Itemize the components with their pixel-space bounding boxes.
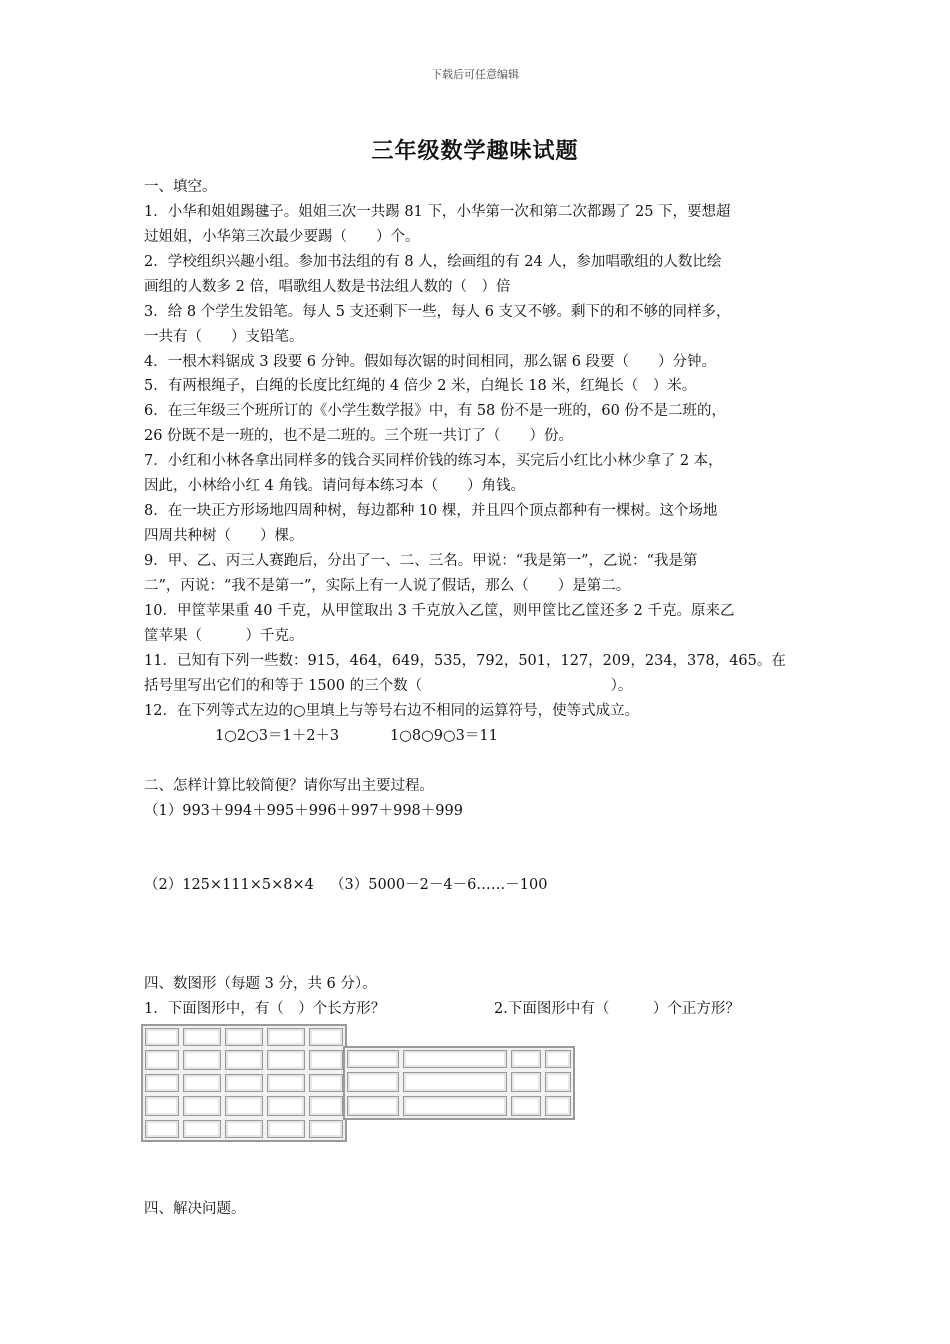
figure-q1: 1．下面图形中，有（ ）个长方形？ — [144, 1001, 386, 1017]
calc-1: （1）993＋994＋995＋996＋997＋998＋999 — [144, 803, 463, 819]
header-note: 下载后可任意编辑 — [431, 68, 519, 81]
q6-line-2: 26 份既不是一班的，也不是二班的。三个班一共订了（ ）份。 — [144, 428, 574, 444]
figure-q2: 2.下面图形中有（ ）个正方形？ — [494, 1001, 740, 1017]
q10-line-1: 10．甲筐苹果重 40 千克，从甲筐取出 3 千克放入乙筐，则甲筐比乙筐还多 2 千克。原来乙 — [144, 603, 735, 619]
q2-line-1: 2．学校组织兴趣小组。参加书法组的有 8 人，绘画组的有 24 人，参加唱歌组的人数比绘 — [144, 254, 722, 270]
grid-cell — [309, 1050, 343, 1070]
grid-cell — [145, 1074, 179, 1092]
grid-cell — [545, 1096, 571, 1116]
grid-cell — [309, 1028, 343, 1046]
grid-cell — [225, 1028, 263, 1046]
grid-cell — [145, 1050, 179, 1070]
q7-line-2: 因此，小林给小红 4 角钱。请问每本练习本（ ）角钱。 — [144, 478, 525, 494]
grid-cell — [309, 1074, 343, 1092]
q3-line-1: 3．给 8 个学生发铅笔。每人 5 支还剩下一些，每人 6 支又不够。剩下的和不够的同样多， — [144, 304, 731, 320]
grid-cell — [145, 1120, 179, 1138]
grid-cell — [183, 1096, 221, 1116]
grid-cell — [545, 1072, 571, 1092]
q11-line-1: 11．已知有下列一些数：915，464，649，535，792，501，127，209，234，378，465。在 — [144, 653, 786, 669]
grid-cell — [309, 1096, 343, 1116]
q7-line-1: 7．小红和小林各拿出同样多的钱合买同样价钱的练习本，买完后小红比小林少拿了 2 本， — [144, 453, 723, 469]
grid-cell — [347, 1096, 399, 1116]
grid-cell — [145, 1096, 179, 1116]
q12-equation-1: 1○2○3＝1＋2＋3 — [215, 728, 340, 744]
calc-2: （2）125×111×5×8×4 — [144, 877, 314, 893]
q8-line-1: 8．在一块正方形场地四周种树，每边都种 10 棵，并且四个顶点都种有一棵树。这个场地 — [144, 503, 718, 519]
rectangle-count-figure — [141, 1024, 347, 1142]
q6-line-1: 6．在三年级三个班所订的《小学生数学报》中，有 58 份不是一班的，60 份不是二班的， — [144, 403, 726, 419]
q9-line-1: 9．甲、乙、丙三人赛跑后，分出了一、二、三名。甲说：“我是第一”，乙说：“我是第 — [144, 553, 698, 569]
q2-line-2: 画组的人数多 2 倍，唱歌组人数是书法组人数的（ ）倍 — [144, 279, 511, 295]
grid-cell — [545, 1050, 571, 1068]
section-solve-heading: 四、解决问题。 — [144, 1201, 246, 1217]
grid-cell — [267, 1050, 305, 1070]
grid-cell — [183, 1120, 221, 1138]
q8-line-2: 四周共种树（ ）棵。 — [144, 528, 304, 544]
grid-cell — [267, 1120, 305, 1138]
grid-cell — [347, 1050, 399, 1068]
page-title: 三年级数学趣味试题 — [371, 138, 579, 164]
section-4-heading: 四、数图形（每题 3 分，共 6 分）。 — [144, 976, 377, 992]
grid-cell — [183, 1028, 221, 1046]
grid-cell — [145, 1028, 179, 1046]
grid-cell — [403, 1072, 507, 1092]
grid-cell — [511, 1050, 541, 1068]
grid-cell — [309, 1120, 343, 1138]
grid-cell — [183, 1050, 221, 1070]
grid-cell — [403, 1096, 507, 1116]
grid-cell — [183, 1074, 221, 1092]
grid-cell — [267, 1096, 305, 1116]
grid-cell — [225, 1120, 263, 1138]
q12-equation-2: 1○8○9○3＝11 — [390, 728, 498, 744]
section-2-heading: 二、怎样计算比较简便？请你写出主要过程。 — [144, 778, 434, 794]
q4-line: 4．一根木料锯成 3 段要 6 分钟。假如每次锯的时间相同，那么锯 6 段要（ ）分钟。 — [144, 354, 717, 370]
q10-line-2: 筐苹果（ ）千克。 — [144, 628, 304, 644]
q9-line-2: 二”，丙说：“我不是第一”，实际上有一人说了假话，那么（ ）是第二。 — [144, 578, 631, 594]
grid-cell — [225, 1074, 263, 1092]
q11-line-2: 括号里写出它们的和等于 1500 的三个数（ ）。 — [144, 678, 633, 694]
grid-cell — [347, 1072, 399, 1092]
q12-line: 12．在下列等式左边的○里填上与等号右边不相同的运算符号，使等式成立。 — [144, 703, 640, 719]
q1-line-1: 1．小华和姐姐踢毽子。姐姐三次一共踢 81 下，小华第一次和第二次都踢了 25 下，要想超 — [144, 204, 731, 220]
grid-cell — [225, 1050, 263, 1070]
grid-cell — [511, 1072, 541, 1092]
grid-cell — [267, 1074, 305, 1092]
q1-line-2: 过姐姐，小华第三次最少要踢（ ）个。 — [144, 229, 420, 245]
grid-cell — [511, 1096, 541, 1116]
section-1-heading: 一、填空。 — [144, 179, 217, 195]
grid-cell — [267, 1028, 305, 1046]
q5-line: 5．有两根绳子，白绳的长度比红绳的 4 倍少 2 米，白绳长 18 米，红绳长（ ）米。 — [144, 378, 697, 394]
grid-cell — [225, 1096, 263, 1116]
square-count-figure — [343, 1046, 575, 1120]
q3-line-2: 一共有（ ）支铅笔。 — [144, 329, 304, 345]
grid-cell — [403, 1050, 507, 1068]
calc-3: （3）5000－2－4－6……－100 — [330, 877, 548, 893]
